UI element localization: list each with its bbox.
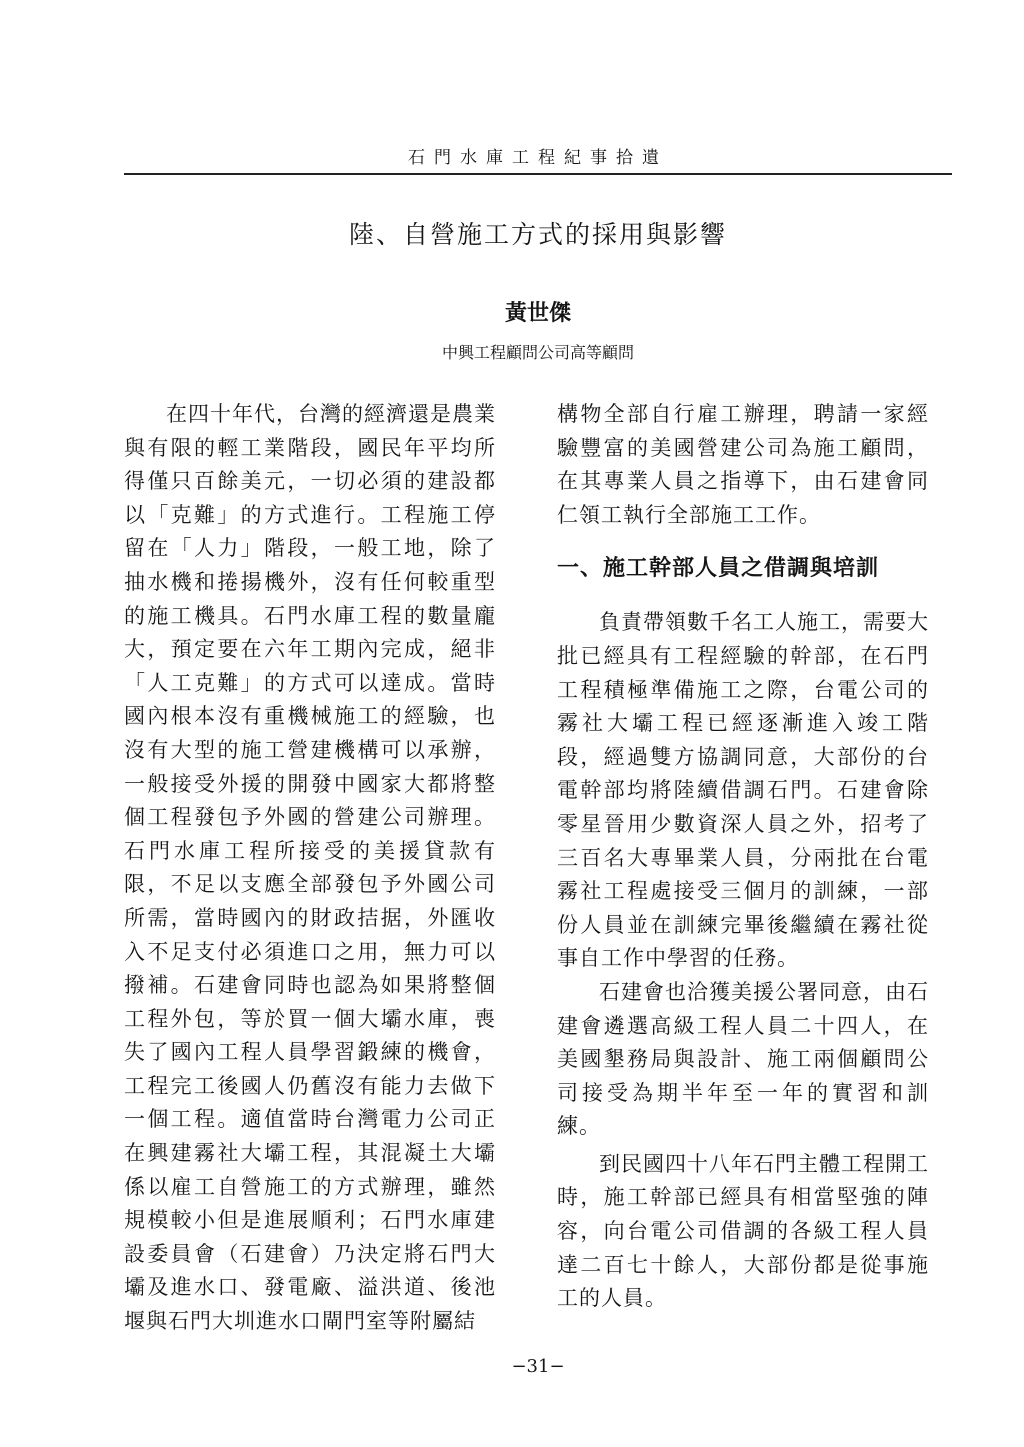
chapter-title: 陸、自營施工方式的採用與影響 [348, 220, 727, 249]
page-number: −31− [511, 1356, 565, 1377]
right-column [557, 398, 929, 1316]
body-paragraph-continuation: 構物全部自行雇工辦理，聘請一家經驗豐富的美國營建公司為施工顧問，在其專業人員之指導下，由石建會同仁領工執行全部施工工作。 [557, 402, 929, 527]
body-paragraph: 在四十年代，台灣的經濟還是農業與有限的輕工業階段，國民年平均所得僅只百餘美元，一切必須的建設都以「克難」的方式進行。工程施工停留在「人力」階段，一般工地，除了抽水機和捲揚機外，沒有任何較重型的施工機具。石門水庫工程的數量龐大，預定要在六年工期內完成，絕非「人工克難」的方式可以達成。當時國內根本沒有重機械施工的經驗，也沒有大型的施工營建機構可以承辦，一般接受外援的開發中國家大都將整個工程發包予外國的營建公司辦理。石門水庫工程所接受的美援貸款有限，不足以支應全部發包予外國公司所需，當時國內的財政拮据，外匯收入不足支付必須進口之用，無力可以撥補。石建會同時也認為如果將整個工程外包，等於買一個大壩水庫，喪失了國內工程人員學習鍛練的機會，工程完工後國人仍舊沒有能力去做下一個工程。適值當時台灣電力公司正在興建霧社大壩工程，其混凝土大壩係以雇工自營施工的方式辦理，雖然規模較小但是進展順利；石門水庫建設委員會（石建會）乃決定將石門大壩及進水口、發電廠、溢洪道、後池堰與石門大圳進水口閘門室等附屬結 [124, 402, 496, 1334]
body-paragraph: 石建會也洽獲美援公署同意，由石建會遴選高級工程人員二十四人，在美國墾務局與設計、施工兩個顧問公司接受為期半年至一年的實習和訓練。 [557, 979, 929, 1139]
body-paragraph: 到民國四十八年石門主體工程開工時，施工幹部已經具有相當堅強的陣容，向台電公司借調的各級工程人員達二百七十餘人，大部份都是從事施工的人員。 [557, 1151, 929, 1311]
section-heading: 一、施工幹部人員之借調與培訓 [557, 556, 880, 582]
author-affiliation: 中興工程顧問公司高等顧問 [441, 343, 634, 362]
running-header: 石門水庫工程紀事拾遺 [408, 148, 668, 168]
author-name: 黃世傑 [504, 300, 571, 326]
body-paragraph: 負責帶領數千名工人施工，需要大批已經具有工程經驗的幹部，在石門工程積極準備施工之際，台電公司的霧社大壩工程已經逐漸進入竣工階段，經過雙方協調同意，大部份的台電幹部均將陸續借調石門。石建會除零星晉用少數資深人員之外，招考了三百名大專畢業人員，分兩批在台電霧社工程處接受三個月的訓練，一部份人員並在訓練完畢後繼續在霧社從事自工作中學習的任務。 [557, 610, 929, 971]
left-column [124, 398, 496, 1339]
header-rule [124, 173, 952, 175]
